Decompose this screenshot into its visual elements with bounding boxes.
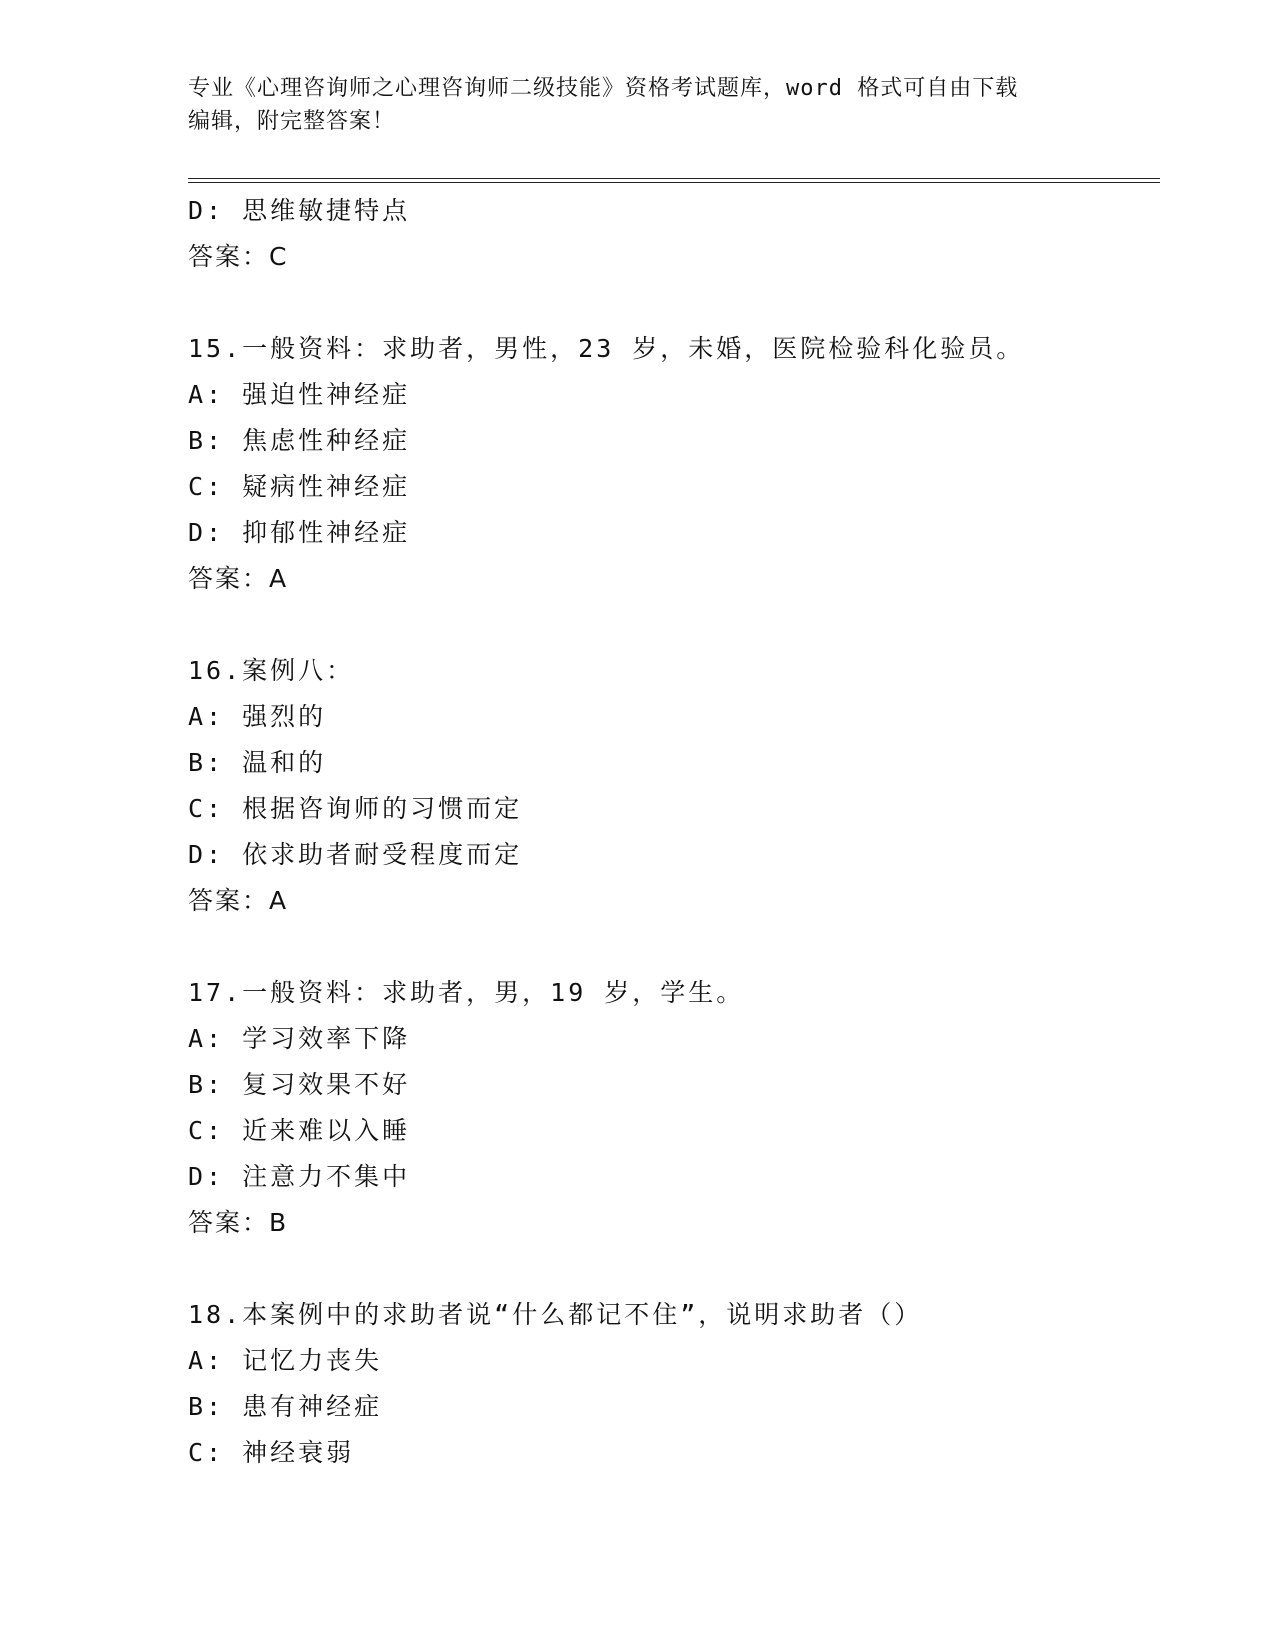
answer-line: 答案：B — [188, 1208, 289, 1237]
option-a: A: 学习效率下降 — [188, 1024, 411, 1053]
option-b: B: 焦虑性种经症 — [188, 426, 411, 455]
option-b: B: 患有神经症 — [188, 1392, 383, 1421]
option-d: D: 注意力不集中 — [188, 1162, 411, 1191]
question-list — [188, 188, 1160, 1476]
option-d: D: 抑郁性神经症 — [188, 518, 411, 547]
option-d: D: 思维敏捷特点 — [188, 196, 411, 225]
question-15 — [188, 326, 1160, 602]
document-header — [188, 72, 1088, 138]
question-stem: 17.一般资料：求助者，男，19 岁，学生。 — [188, 978, 745, 1007]
option-a: A: 强烈的 — [188, 702, 327, 731]
question-16 — [188, 648, 1160, 924]
option-b: B: 温和的 — [188, 748, 327, 777]
answer-line: 答案：A — [188, 886, 289, 915]
header-line-2: 编辑，附完整答案！ — [188, 109, 396, 134]
option-d: D: 依求助者耐受程度而定 — [188, 840, 523, 869]
option-c: C: 疑病性神经症 — [188, 472, 411, 501]
option-c: C: 神经衰弱 — [188, 1438, 355, 1467]
option-c: C: 近来难以入睡 — [188, 1116, 411, 1145]
option-a: A: 强迫性神经症 — [188, 380, 411, 409]
question-stem: 15.一般资料：求助者，男性，23 岁，未婚，医院检验科化验员。 — [188, 334, 1025, 363]
question-stem: 18.本案例中的求助者说“什么都记不住”，说明求助者（） — [188, 1300, 923, 1329]
question-17 — [188, 970, 1160, 1246]
option-c: C: 根据咨询师的习惯而定 — [188, 794, 523, 823]
question-stem: 16.案例八： — [188, 656, 355, 685]
header-divider — [188, 178, 1160, 183]
question-18 — [188, 1292, 1160, 1476]
answer-line: 答案：A — [188, 564, 289, 593]
header-line-1: 专业《心理咨询师之心理咨询师二级技能》资格考试题库，word 格式可自由下载 — [188, 76, 1019, 101]
option-a: A: 记忆力丧失 — [188, 1346, 383, 1375]
option-b: B: 复习效果不好 — [188, 1070, 411, 1099]
answer-line: 答案：C — [188, 242, 289, 271]
